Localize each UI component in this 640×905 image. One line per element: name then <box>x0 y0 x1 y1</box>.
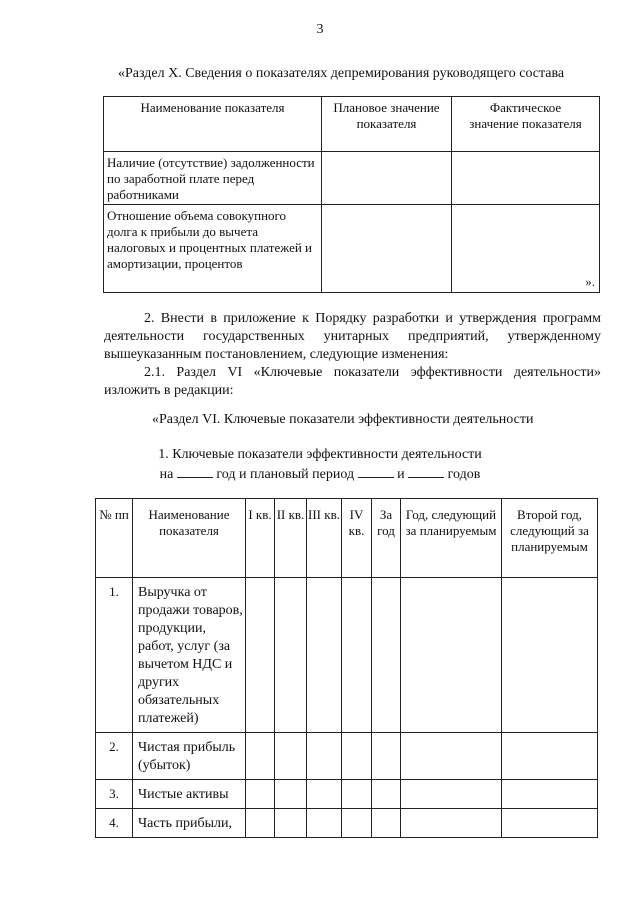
row-ratio-planned <box>322 205 452 293</box>
table-row <box>96 578 598 733</box>
header-indicator: Наименование показателя <box>133 499 246 578</box>
period-and: и <box>397 467 405 482</box>
row-num: 3. <box>96 780 133 809</box>
row-debt-actual <box>452 152 600 205</box>
header-next-year: Год, следующий за планируемым <box>401 499 502 578</box>
paragraph-2-text: 2. Внести в приложение к Порядку разработки и утверждения программ деятельности государственных унитарных предприятий, утвержденному вышеуказанным постановлением, следующие изменения: <box>104 311 601 362</box>
page-number: 3 <box>316 22 324 37</box>
period-line <box>0 465 640 483</box>
header-q3: III кв. <box>307 499 342 578</box>
header-q1: I кв. <box>246 499 275 578</box>
row-name: Выручка от продажи товаров, продукции, работ, услуг (за вычетом НДС и других обязательных платежей) <box>133 578 246 733</box>
row-name: Чистая прибыль (убыток) <box>133 733 246 780</box>
row-name: Часть прибыли, <box>133 809 246 838</box>
header-num: № пп <box>96 499 133 578</box>
header-planned: Плановое значение показателя <box>322 97 452 152</box>
header-q4: IV кв. <box>342 499 372 578</box>
section-x-title: «Раздел X. Сведения о показателях депремирования руководящего состава <box>118 66 565 81</box>
section-vi-subtitle: 1. Ключевые показатели эффективности деятельности <box>158 447 482 462</box>
row-num: 4. <box>96 809 133 838</box>
paragraph-2-1-text: 2.1. Раздел VI «Ключевые показатели эффективности деятельности» изложить в редакции: <box>104 365 601 398</box>
row-num: 1. <box>96 578 133 733</box>
table-row <box>96 809 598 838</box>
period-year: год и плановый период <box>216 467 355 482</box>
table-row <box>96 780 598 809</box>
table-row <box>96 733 598 780</box>
table-row <box>104 152 600 205</box>
planned-blank-1 <box>358 465 394 478</box>
kpi-table <box>95 498 598 838</box>
table-header-row <box>104 97 600 152</box>
planned-blank-2 <box>408 465 444 478</box>
row-debt-planned <box>322 152 452 205</box>
section-vi-title: «Раздел VI. Ключевые показатели эффективности деятельности <box>152 412 534 427</box>
year-blank <box>177 465 213 478</box>
row-ratio-label: Отношение объема совокупного долга к прибыли до вычета налоговых и процентных платежей и амортизации, процентов <box>104 205 322 293</box>
header-year: За год <box>372 499 401 578</box>
row-name: Чистые активы <box>133 780 246 809</box>
header-second-year: Второй год, следующий за планируемым <box>502 499 598 578</box>
paragraph-2 <box>104 310 601 400</box>
header-name: Наименование показателя <box>104 97 322 152</box>
row-num: 2. <box>96 733 133 780</box>
header-q2: II кв. <box>275 499 307 578</box>
closing-quote: ». <box>452 205 600 293</box>
header-actual: Фактическое значение показателя <box>452 97 600 152</box>
table-row <box>104 205 600 293</box>
depremium-table <box>103 96 600 293</box>
period-years: годов <box>447 467 481 482</box>
row-debt-label: Наличие (отсутствие) задолженности по заработной плате перед работниками <box>104 152 322 205</box>
period-na: на <box>159 467 174 482</box>
table-header-row <box>96 499 598 578</box>
